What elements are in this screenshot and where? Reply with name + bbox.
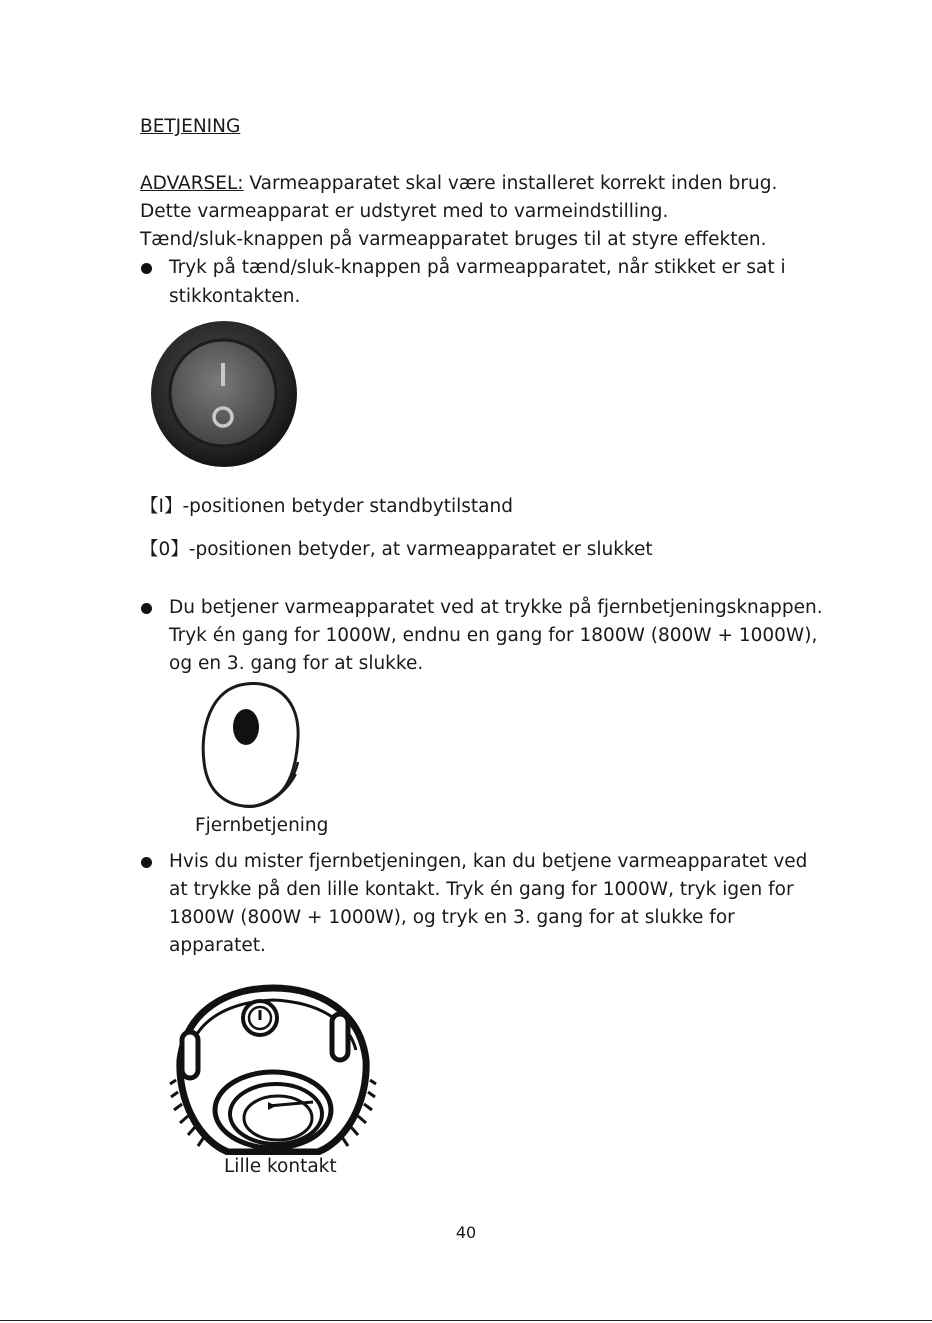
remote-control-image xyxy=(196,678,308,814)
section-heading: BETJENING xyxy=(140,116,241,137)
bullet3-line-4: apparatet. xyxy=(169,935,266,956)
contact-caption: Lille kontakt xyxy=(224,1156,337,1177)
warning-text: Varmeapparatet skal være installeret korrekt inden brug. xyxy=(243,173,778,194)
bullet3-line-2: at trykke på den lille kontakt. Tryk én gang for 1000W, tryk igen for xyxy=(169,879,794,900)
page-bottom-rule xyxy=(0,1320,932,1321)
bullet3-line-1: Hvis du mister fjernbetjeningen, kan du betjene varmeapparatet ved xyxy=(169,851,808,872)
bullet-icon xyxy=(141,857,152,868)
warning-label: ADVARSEL: xyxy=(140,173,244,194)
warning-line xyxy=(140,170,777,198)
bullet-icon xyxy=(141,263,152,274)
remote-caption: Fjernbetjening xyxy=(195,815,329,836)
bullet2-line-2: Tryk én gang for 1000W, endnu en gang for 1800W (800W + 1000W), xyxy=(169,625,818,646)
position-note-off: 【0】-positionen betyder, at varmeapparatet er slukket xyxy=(140,539,653,560)
intro-line-1: Dette varmeapparat er udstyret med to varmeindstilling. xyxy=(140,201,669,222)
position-note-standby: 【I】-positionen betyder standbytilstand xyxy=(140,496,513,517)
bullet3-line-3: 1800W (800W + 1000W), og tryk en 3. gang for at slukke for xyxy=(169,907,735,928)
bullet2-line-3: og en 3. gang for at slukke. xyxy=(169,653,424,674)
small-contact-image xyxy=(168,980,378,1155)
bullet1-line-1: Tryk på tænd/sluk-knappen på varmeapparatet, når stikket er sat i xyxy=(169,257,786,278)
intro-line-2: Tænd/sluk-knappen på varmeapparatet bruges til at styre effekten. xyxy=(140,229,767,250)
bullet-icon xyxy=(141,603,152,614)
power-switch-image xyxy=(148,318,300,470)
page-number: 40 xyxy=(455,1223,477,1242)
bullet2-line-1: Du betjener varmeapparatet ved at trykke på fjernbetjeningsknappen. xyxy=(169,597,823,618)
bullet1-line-2: stikkontakten. xyxy=(169,286,301,307)
